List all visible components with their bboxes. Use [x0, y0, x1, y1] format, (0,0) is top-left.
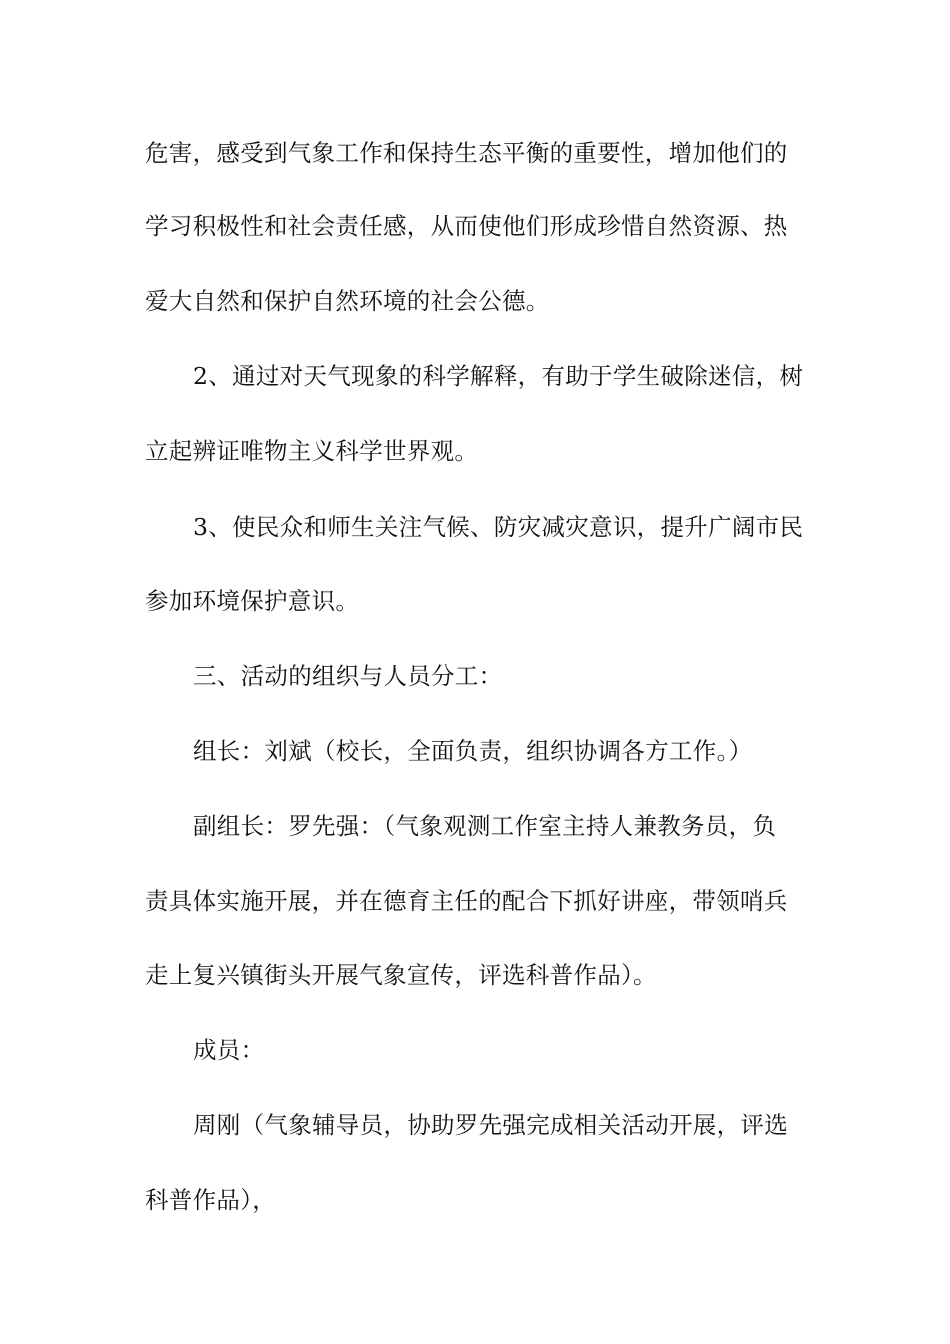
text-line: 责具体实施开展，并在德育主任的配合下抓好讲座，带领哨兵 — [145, 887, 788, 915]
text-line: 成员： — [193, 1036, 265, 1064]
text-line: 学习积极性和社会责任感，从而使他们形成珍惜自然资源、热 — [145, 212, 788, 240]
text-line: 科普作品）， — [145, 1186, 277, 1214]
text-line: 走上复兴镇街头开展气象宣传，评选科普作品）。 — [145, 961, 657, 989]
text-line: 参加环境保护意识。 — [145, 587, 360, 615]
text-line: 2、通过对天气现象的科学解释，有助于学生破除迷信，树 — [193, 362, 804, 390]
text-line: 3、使民众和师生关注气候、防灾减灾意识，提升广阔市民 — [193, 513, 804, 541]
text-line: 爱大自然和保护自然环境的社会公德。 — [145, 287, 550, 315]
text-line: 副组长：罗先强：（气象观测工作室主持人兼教务员，负 — [193, 812, 777, 840]
text-line: 周刚（气象辅导员，协助罗先强完成相关活动开展，评选 — [193, 1111, 788, 1139]
text-line: 立起辨证唯物主义科学世界观。 — [145, 437, 479, 465]
text-line: 组长：刘斌（校长，全面负责，组织协调各方工作。） — [193, 737, 753, 765]
text-line: 危害，感受到气象工作和保持生态平衡的重要性，增加他们的 — [145, 139, 788, 167]
section-heading: 三、活动的组织与人员分工： — [193, 662, 503, 690]
